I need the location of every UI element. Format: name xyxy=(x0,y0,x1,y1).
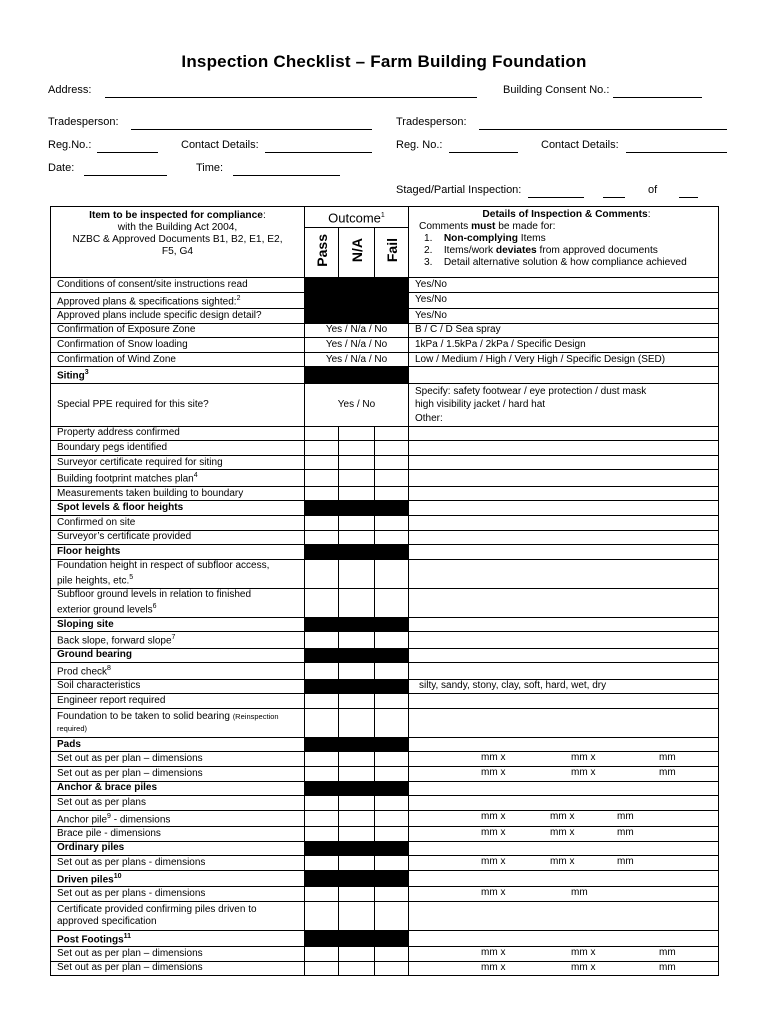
tradesperson-field-1[interactable] xyxy=(131,129,372,130)
table-row: Confirmation of Exposure Zone Yes / N/a / No B / C / D Sea spray xyxy=(51,323,719,338)
staged-label: Staged/Partial Inspection: xyxy=(396,184,522,196)
reg-label-1: Reg.No.: xyxy=(48,139,92,151)
staged-total-field[interactable] xyxy=(679,197,698,198)
date-field[interactable] xyxy=(84,175,167,176)
table-row: Measurements taken building to boundary xyxy=(51,486,719,501)
table-row: Engineer report required xyxy=(51,694,719,709)
address-label: Address: xyxy=(48,84,92,96)
table-row: Set out as per plans - dimensions mm x mm x mm xyxy=(51,856,719,871)
section-row: Ordinary piles xyxy=(51,841,719,856)
checklist-table xyxy=(50,206,719,976)
table-row: Approved plans include specific design detail? Yes/No xyxy=(51,308,719,323)
staged-number-field[interactable] xyxy=(603,197,625,198)
section-row: Floor heights xyxy=(51,545,719,560)
table-row: Set out as per plan – dimensions mm x mm x mm xyxy=(51,961,719,976)
table-row: Foundation to be taken to solid bearing (Reinspection required) xyxy=(51,708,719,737)
date-label: Date: xyxy=(48,162,75,174)
table-row: Brace pile - dimensions mm x mm x mm xyxy=(51,827,719,842)
table-row: Special PPE required for this site? Yes / No Specify: safety footwear / eye protection / dust mask high visibility jacket / hard hat Other: xyxy=(51,383,719,426)
table-row: Set out as per plans xyxy=(51,796,719,811)
table-row: Prod check$^8$ xyxy=(51,663,719,679)
tradesperson-label-2: Tradesperson: xyxy=(396,116,467,128)
table-row: Set out as per plan – dimensions mm x mm x mm xyxy=(51,947,719,962)
staged-field[interactable] xyxy=(528,197,584,198)
outcome-header: Outcome$^1$ xyxy=(305,207,409,228)
section-row: Ground bearing xyxy=(51,648,719,663)
pass-header: Pass xyxy=(305,228,339,278)
section-row: Pads xyxy=(51,737,719,752)
time-field[interactable] xyxy=(233,175,340,176)
contact-label-1: Contact Details: xyxy=(181,139,259,151)
table-row: Confirmation of Snow loading Yes / N/a / No 1kPa / 1.5kPa / 2kPa / Specific Design xyxy=(51,338,719,353)
table-row: Set out as per plans - dimensions mm x mm xyxy=(51,887,719,902)
contact-field-2[interactable] xyxy=(626,152,727,153)
table-row: Subfloor ground levels in relation to finished exterior ground levels$^6$ xyxy=(51,588,719,617)
table-row: Set out as per plan – dimensions mm x mm x mm xyxy=(51,752,719,767)
section-row: Driven piles$^{10}$ xyxy=(51,870,719,886)
contact-field-1[interactable] xyxy=(265,152,372,153)
fail-header: Fail xyxy=(375,228,409,278)
table-row: Boundary pegs identified xyxy=(51,441,719,456)
section-row: Siting$^3$ xyxy=(51,367,719,383)
details-header: Details of Inspection & Comments: Comments must be made for: 1. Non-complying Items 2. Items/work deviates from approved documents 3. Detail alternative solution & how compliance achieved xyxy=(409,207,719,278)
section-row: Anchor & brace piles xyxy=(51,781,719,796)
table-row: Surveyor certificate required for siting xyxy=(51,455,719,470)
page-title: Inspection Checklist – Farm Building Foundation xyxy=(181,52,587,71)
tradesperson-field-2[interactable] xyxy=(479,129,727,130)
section-row: Post Footings$^{11}$ xyxy=(51,930,719,946)
table-row: Approved plans & specifications sighted:$^2$ Yes/No xyxy=(51,292,719,308)
reg-field-1[interactable] xyxy=(97,152,158,153)
item-header: Item to be inspected for compliance: with the Building Act 2004, NZBC & Approved Documents B1, B2, E1, E2, F5, G4 xyxy=(51,207,305,278)
contact-label-2: Contact Details: xyxy=(541,139,619,151)
tradesperson-label-1: Tradesperson: xyxy=(48,116,119,128)
consent-label: Building Consent No.: xyxy=(503,84,610,96)
na-header: N/A xyxy=(339,228,375,278)
table-row: Foundation height in respect of subfloor access, pile heights, etc.$^5$ xyxy=(51,559,719,588)
table-row: Surveyor’s certificate provided xyxy=(51,530,719,545)
table-row: Soil characteristics silty, sandy, stony, clay, soft, hard, wet, dry xyxy=(51,679,719,694)
table-row: Conditions of consent/site instructions read Yes/No xyxy=(51,278,719,293)
table-row: Building footprint matches plan$^4$ xyxy=(51,470,719,486)
table-row: Back slope, forward slope$^7$ xyxy=(51,632,719,648)
table-row: Anchor pile$^9$ - dimensions mm x mm x mm xyxy=(51,810,719,826)
table-row: Property address confirmed xyxy=(51,426,719,441)
table-row: Set out as per plan – dimensions mm x mm x mm xyxy=(51,766,719,781)
consent-field[interactable] xyxy=(613,97,702,98)
reg-label-2: Reg. No.: xyxy=(396,139,443,151)
section-row: Spot levels & floor heights xyxy=(51,501,719,516)
reg-field-2[interactable] xyxy=(449,152,518,153)
section-row: Sloping site xyxy=(51,617,719,632)
table-row: Confirmation of Wind Zone Yes / N/a / No Low / Medium / High / Very High / Specific Design (SED) xyxy=(51,352,719,367)
table-row: Confirmed on site xyxy=(51,515,719,530)
address-field[interactable] xyxy=(105,97,477,98)
table-row: Certificate provided confirming piles driven to approved specification xyxy=(51,901,719,930)
of-label: of xyxy=(648,184,658,196)
time-label: Time: xyxy=(196,162,224,174)
